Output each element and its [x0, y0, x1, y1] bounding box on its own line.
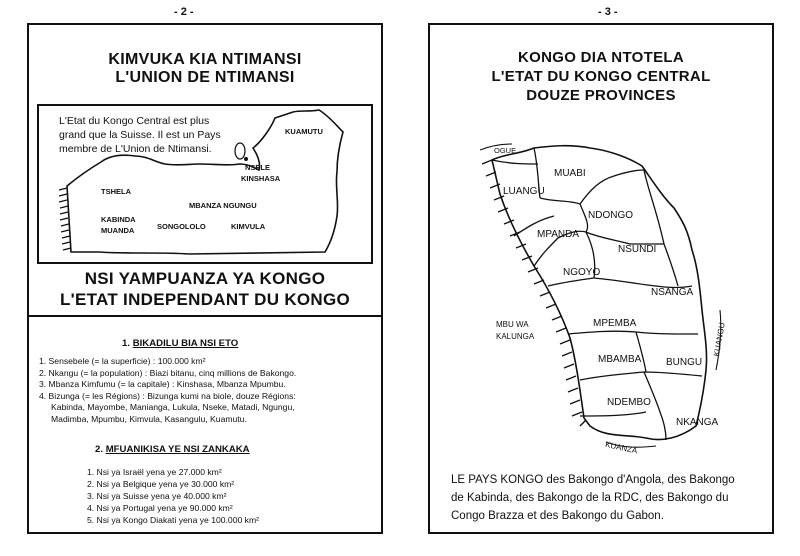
left-header-line2: L'UNION DE NTIMANSI: [115, 69, 295, 86]
right-caption-line1: LE PAYS KONGO des Bakongo d'Angola, des Bakongo: [451, 474, 735, 486]
map-label-muabi: MUABI: [554, 168, 586, 179]
lake-shape: [235, 143, 245, 159]
section1-number: 1.: [122, 338, 131, 349]
map-label-songololo: SONGOLOLO: [157, 222, 206, 231]
right-caption-line2: de Kabinda, des Bakongo de la RDC, des Bakongo du: [451, 492, 729, 504]
map-caption-line1: L'Etat du Kongo Central est plus: [59, 115, 210, 127]
map-label-nsele: NSELE: [245, 163, 271, 172]
list-item: Madimba, Mpumbu, Kimvula, Kasangulu, Kuamutu.: [51, 413, 247, 424]
list-item: 4. Bizunga (= les Régions) : Bizunga kumi na biole, douze Régions:: [39, 390, 296, 401]
list-item: 1. Nsi ya Israël yena ye 27.000 km²: [87, 467, 222, 477]
list-item: 3. Nsi ya Suisse yena ye 40.000 km²: [87, 491, 227, 501]
map-label-mbamba: MBAMBA: [598, 354, 642, 365]
page-number-left: - 2 -: [174, 6, 194, 18]
right-header-line1: KONGO DIA NTOTELA: [518, 49, 684, 66]
kongo-provinces-map: [430, 120, 772, 460]
list-item: 2. Nkangu (= la population) : Biazi bitanu, cinq millions de Bakongo.: [39, 367, 297, 378]
map-caption-line2: grand que la Suisse. Il est un Pays: [59, 129, 221, 141]
page-number-right: - 3 -: [598, 6, 618, 18]
section1-heading-text: BIKADILU BIA NSI ETO: [132, 338, 239, 349]
section-title-line2: L'ETAT INDEPENDANT DU KONGO: [59, 290, 351, 309]
list-item: 2. Nsi ya Belgique yena ye 30.000 km²: [87, 479, 235, 489]
map-label-ngoyo: NGOYO: [563, 267, 601, 278]
map-label-ndongo: NDONGO: [588, 210, 633, 221]
map-label-ogue: OGUE: [494, 146, 517, 155]
map-label-nkanga: NKANGA: [676, 417, 719, 428]
map-label-kabinda: KABINDA: [101, 215, 136, 224]
map-label-bungu: BUNGU: [666, 357, 703, 368]
map-label-nsanga: NSANGA: [651, 287, 694, 298]
list-item: 4. Nsi ya Portugal yena ye 90.000 km²: [87, 503, 233, 513]
section1-heading: [122, 338, 238, 349]
right-caption-line3: Congo Brazza et des Bakongo du Gabon.: [451, 510, 664, 522]
map-label-nsundi: NSUNDI: [618, 244, 657, 255]
union-map-box: [37, 104, 373, 264]
section1-list: [39, 356, 296, 426]
section2-heading: [95, 444, 250, 455]
list-item: 5. Nsi ya Kongo Diakati yena ye 100.000 km²: [87, 515, 259, 525]
map-caption-line3: membre de L'Union de Ntimansi.: [59, 143, 212, 155]
list-item: 1. Sensebele (= la superficie) : 100.000 km²: [39, 356, 206, 366]
map-label-muanda: MUANDA: [101, 226, 135, 235]
map-label-kuanza: KUANZA: [604, 439, 639, 456]
map-label-kuamutu: KUAMUTU: [285, 127, 323, 136]
map-label-mbanza-ngungu: MBANZA NGUNGU: [189, 201, 257, 210]
map-label-tshela: TSHELA: [101, 187, 131, 196]
right-page: [428, 23, 774, 534]
left-header-line1: KIMVUKA KIA NTIMANSI: [108, 51, 302, 68]
map-label-kalunga: KALUNGA: [496, 332, 535, 341]
section2-number: 2.: [95, 444, 104, 455]
map-label-kinshasa: KINSHASA: [241, 174, 281, 183]
list-item: Kabinda, Mayombe, Manianga, Lukula, Nseke, Matadi, Ngungu,: [51, 402, 295, 413]
map-label-ndembo: NDEMBO: [607, 397, 651, 408]
section2-list: [87, 466, 259, 526]
map-label-mbu-wa: MBU WA: [496, 320, 529, 329]
right-header-line3: DOUZE PROVINCES: [526, 87, 676, 104]
section-divider: [29, 315, 381, 317]
map-label-mpemba: MPEMBA: [593, 318, 637, 329]
map-label-kuangu: KUANGU: [711, 321, 727, 358]
section-title-line1: NSI YAMPUANZA YA KONGO: [84, 269, 326, 288]
left-page: [27, 23, 383, 534]
section2-heading-text: MFUANIKISA YE NSI ZANKAKA: [105, 444, 250, 455]
map-label-luangu: LUANGU: [503, 186, 545, 197]
list-item: 3. Mbanza Kimfumu (= la capitale) : Kinshasa, Mbanza Mpumbu.: [39, 379, 286, 390]
map-label-mpanda: MPANDA: [537, 229, 580, 240]
coast-hatching: [482, 160, 586, 426]
right-header-line2: L'ETAT DU KONGO CENTRAL: [491, 68, 711, 85]
map-label-kimvula: KIMVULA: [231, 222, 266, 231]
